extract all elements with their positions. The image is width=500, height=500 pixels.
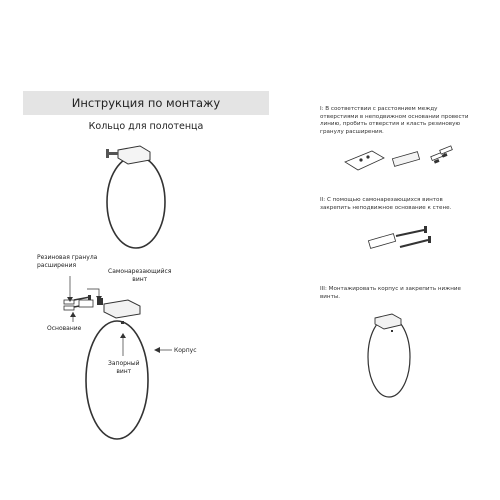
label-self-tapping-screw: Самонарезающийся винт	[108, 268, 172, 283]
step-2-text: II: С помощью самонарезающихся винтов закрепить неподвижное основание к стене.	[320, 197, 452, 211]
step-3-text: III: Монтажировать корпус и закрепить нижние винты.	[320, 286, 461, 300]
label-base: Основание	[47, 325, 82, 332]
step-1-text: I: В соответствии с расстоянием между отверстиями в неподвижном основании провести линию, пробить отверстия и класть резиновую гранулу расширения.	[320, 106, 469, 135]
page-subtitle: Кольцо для полотенца	[88, 121, 204, 132]
label-rubber-granule: Резиновая гранула расширения	[37, 254, 98, 269]
label-lock-screw: Запорный винт	[108, 360, 140, 375]
label-body: Корпус	[174, 347, 197, 354]
page-title: Инструкция по монтажу	[23, 91, 269, 115]
